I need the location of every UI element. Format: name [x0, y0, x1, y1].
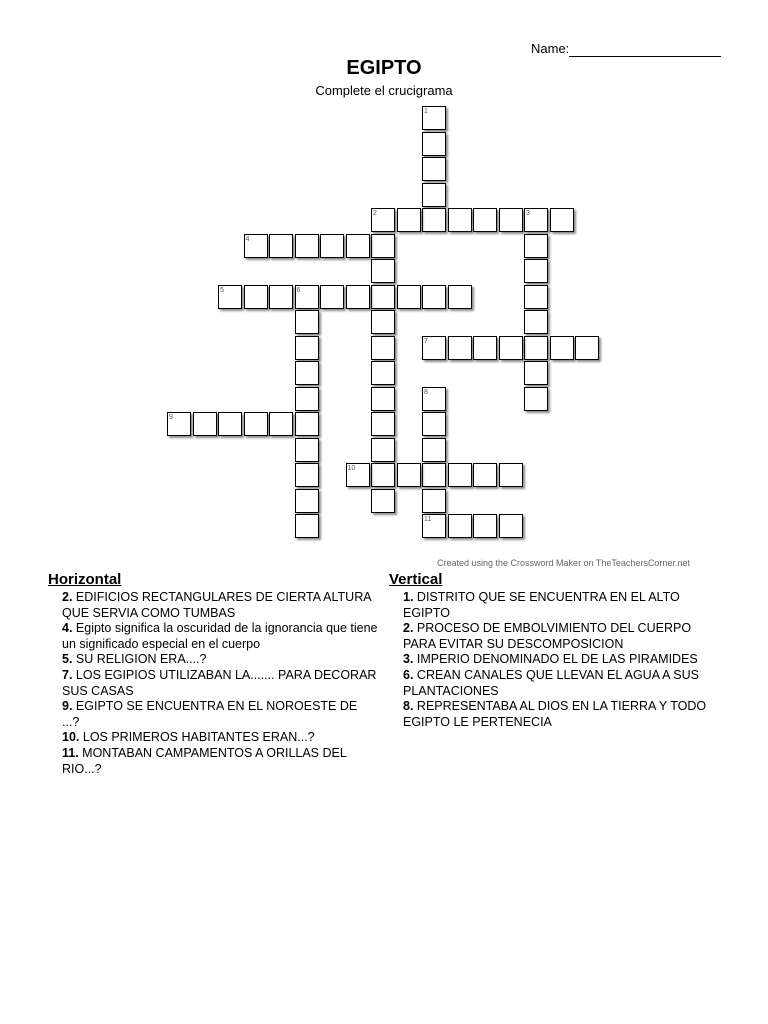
clue-text: MONTABAN CAMPAMENTOS A ORILLAS DEL RIO...? [62, 745, 347, 776]
crossword-cell[interactable] [218, 412, 242, 436]
crossword-cell[interactable] [499, 208, 523, 232]
clue-number: 7. [62, 667, 73, 682]
clue-number: 1. [403, 590, 414, 604]
crossword-cell[interactable] [295, 463, 319, 487]
cell-number: 6 [296, 286, 301, 294]
crossword-cell[interactable] [422, 208, 446, 232]
crossword-cell[interactable] [371, 387, 395, 411]
cell-number: 3 [526, 210, 530, 217]
crossword-cell[interactable] [371, 285, 395, 309]
crossword-cell[interactable] [371, 361, 395, 385]
crossword-cell[interactable] [371, 234, 395, 258]
credit-text: Created using the Crossword Maker on TheTeachersCorner.net [437, 558, 690, 568]
crossword-cell[interactable] [473, 208, 497, 232]
horizontal-clues [48, 571, 378, 777]
clue-item [48, 590, 378, 621]
crossword-cell[interactable] [371, 259, 395, 283]
crossword-cell[interactable] [371, 310, 395, 334]
crossword-cell[interactable] [295, 489, 319, 513]
crossword-cell[interactable] [295, 438, 319, 462]
clue-text: DISTRITO QUE SE ENCUENTRA EN EL ALTO EGIPTO [403, 590, 680, 620]
page-subtitle: Complete el crucigrama [315, 83, 453, 98]
clue-item [389, 699, 714, 730]
clue-item [48, 699, 378, 730]
crossword-cell[interactable] [422, 489, 446, 513]
cell-number: 9 [169, 414, 173, 421]
crossword-cell[interactable] [244, 412, 268, 436]
crossword-cell[interactable] [422, 438, 446, 462]
vertical-clue-list [389, 590, 714, 730]
crossword-cell[interactable] [397, 463, 421, 487]
crossword-cell[interactable] [422, 463, 446, 487]
crossword-cell[interactable] [371, 412, 395, 436]
crossword-cell[interactable] [473, 463, 497, 487]
clue-number: 9. [62, 699, 73, 714]
crossword-cell[interactable] [499, 463, 523, 487]
crossword-cell[interactable] [524, 361, 548, 385]
clue-text: IMPERIO DENOMINADO EL DE LAS PIRAMIDES [413, 652, 698, 667]
clue-text: LOS EGIPIOS UTILIZABAN LA....... PARA DECORAR SUS CASAS [62, 667, 377, 698]
clue-text: EGIPTO SE ENCUENTRA EN EL NOROESTE DE ...? [62, 699, 358, 729]
clue-number: 8. [403, 699, 414, 714]
crossword-cell[interactable] [422, 132, 446, 156]
clue-number: 3. [403, 652, 414, 667]
clue-text: REPRESENTABA AL DIOS EN LA TIERRA Y TODO EGIPTO LE PERTENECIA [403, 699, 707, 729]
crossword-cell[interactable] [524, 259, 548, 283]
cell-number: 5 [220, 286, 224, 294]
crossword-cell[interactable] [448, 514, 472, 538]
crossword-cell[interactable] [422, 412, 446, 436]
crossword-cell[interactable] [524, 310, 548, 334]
cell-number: 7 [424, 337, 428, 345]
crossword-cell[interactable] [422, 183, 446, 207]
crossword-cell[interactable] [448, 285, 472, 309]
clue-text: SU RELIGION ERA....? [72, 652, 207, 667]
clue-item [48, 621, 378, 652]
clue-item [389, 652, 714, 668]
clue-number: 10. [62, 730, 80, 745]
crossword-cell[interactable] [371, 336, 395, 360]
crossword-cell[interactable] [524, 336, 548, 360]
clue-number: 11. [62, 745, 79, 760]
crossword-cell[interactable] [524, 234, 548, 258]
crossword-cell[interactable] [422, 285, 446, 309]
crossword-cell[interactable] [295, 234, 319, 258]
vertical-clues [389, 571, 714, 730]
crossword-cell[interactable] [295, 387, 319, 411]
clue-text: EDIFICIOS RECTANGULARES DE CIERTA ALTURA QUE SERVIA COMO TUMBAS [62, 590, 371, 620]
crossword-cell[interactable] [269, 285, 293, 309]
clue-text: LOS PRIMEROS HABITANTES ERAN...? [79, 730, 315, 745]
crossword-cell[interactable] [295, 361, 319, 385]
clue-text: PROCESO DE EMBOLVIMIENTO DEL CUERPO PARA EVITAR SU DESCOMPOSICION [403, 621, 692, 651]
clue-text: CREAN CANALES QUE LLEVAN EL AGUA A SUS PLANTACIONES [403, 667, 699, 698]
crossword-cell[interactable] [244, 285, 268, 309]
horizontal-clue-list [48, 590, 378, 777]
crossword-cell[interactable] [320, 234, 344, 258]
crossword-cell[interactable] [295, 336, 319, 360]
vertical-heading: Vertical [389, 571, 443, 588]
clue-item [389, 590, 714, 621]
clue-number: 2. [403, 621, 414, 636]
cell-number: 1 [424, 108, 428, 115]
page-title: EGIPTO [346, 57, 422, 79]
crossword-cell[interactable] [320, 285, 344, 309]
clue-text: Egipto significa la oscuridad de la ignorancia que tiene un significado especial en el cuerpo [62, 621, 378, 651]
crossword-cell[interactable] [473, 336, 497, 360]
crossword-cell[interactable] [193, 412, 217, 436]
crossword-cell[interactable] [371, 489, 395, 513]
crossword-cell[interactable] [448, 208, 472, 232]
clue-item [48, 746, 378, 777]
clue-item [389, 621, 714, 652]
clue-number: 4. [62, 621, 73, 636]
crossword-cell[interactable] [295, 412, 319, 436]
crossword-cell[interactable] [473, 514, 497, 538]
crossword-cell[interactable] [295, 310, 319, 334]
crossword-cell[interactable] [575, 336, 599, 360]
crossword-cell[interactable] [550, 208, 574, 232]
cell-number: 4 [245, 235, 250, 243]
crossword-cell[interactable] [269, 234, 293, 258]
horizontal-heading: Horizontal [48, 571, 122, 588]
cell-number: 11 [424, 516, 432, 523]
clue-item [389, 668, 714, 699]
clue-number: 2. [62, 590, 73, 604]
crossword-cell[interactable] [524, 285, 548, 309]
cell-number: 2 [373, 210, 377, 217]
crossword-cell[interactable] [550, 336, 574, 360]
crossword-cell[interactable] [295, 514, 319, 538]
clue-number: 5. [62, 652, 73, 667]
crossword-cell[interactable] [448, 463, 472, 487]
crossword-cell[interactable] [371, 438, 395, 462]
crossword-cell[interactable] [397, 208, 421, 232]
clue-number: 6. [403, 667, 414, 682]
crossword-cell[interactable] [422, 157, 446, 181]
clue-item [48, 668, 378, 699]
crossword-cell[interactable] [346, 234, 370, 258]
clue-item [48, 652, 378, 668]
crossword-cell[interactable] [371, 463, 395, 487]
cell-number: 10 [347, 465, 356, 472]
crossword-cell[interactable] [397, 285, 421, 309]
crossword-cell[interactable] [346, 285, 370, 309]
crossword-cell[interactable] [499, 336, 523, 360]
cell-number: 8 [424, 388, 428, 396]
clue-item [48, 730, 378, 746]
crossword-cell[interactable] [269, 412, 293, 436]
name-label: Name: [531, 41, 570, 56]
crossword-cell[interactable] [499, 514, 523, 538]
crossword-cell[interactable] [448, 336, 472, 360]
crossword-cell[interactable] [524, 387, 548, 411]
